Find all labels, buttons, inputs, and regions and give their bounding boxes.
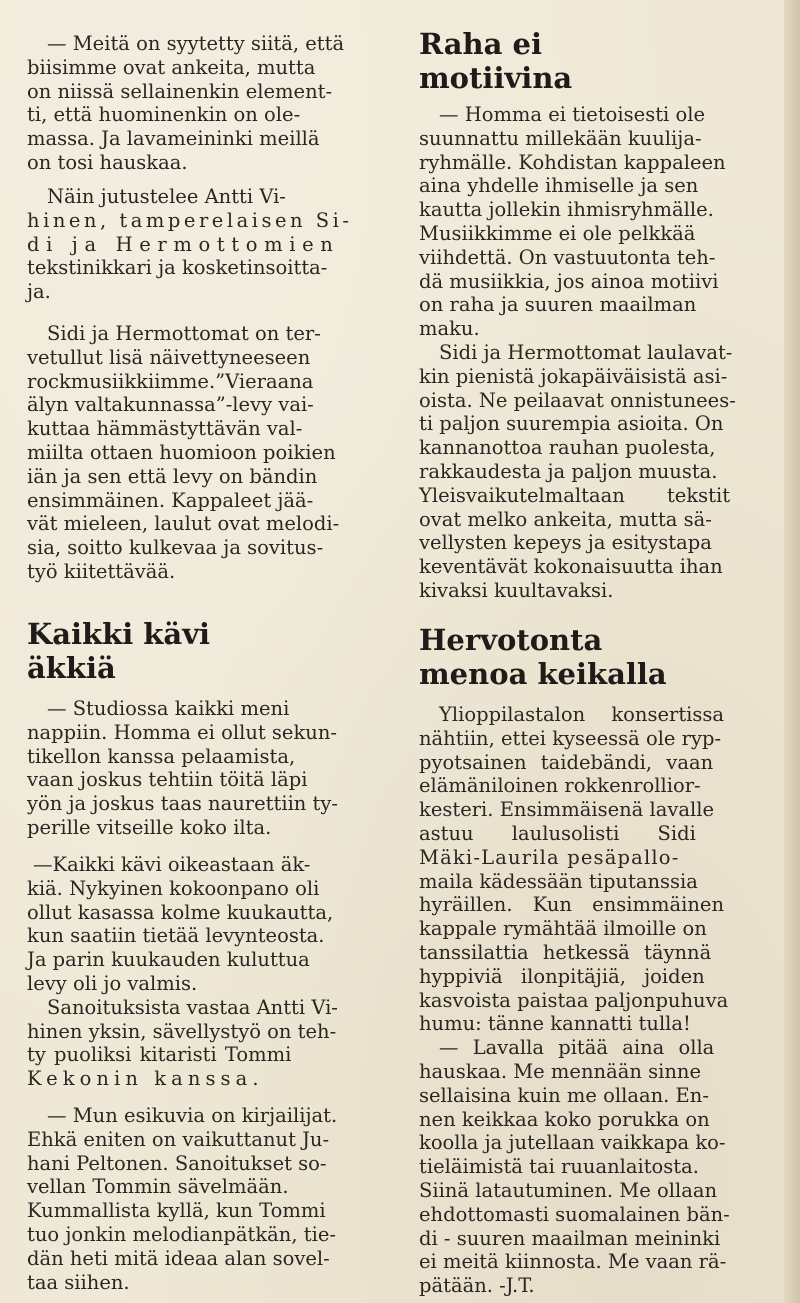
paper-edge (784, 0, 800, 1303)
text-line: ti paljon suurempia asioita. On (419, 412, 724, 436)
text-line: sia, soitto kulkevaa ja sovitus- (27, 536, 324, 560)
text-line: Sanoituksista vastaa Antti Vi- (47, 995, 338, 1019)
text-line: vellysten kepeys ja esitystapa (419, 531, 712, 555)
text-line: kasvoista paistaa paljonpuhuva (419, 988, 729, 1012)
text-line: taa siihen. (27, 1270, 130, 1294)
text-line: iän ja sen että levy on bändin (27, 464, 318, 488)
text-line: keventävät kokonaisuutta ihan (419, 555, 723, 579)
text-line: ovat melko ankeita, mutta sä- (419, 507, 712, 531)
text-line: kun saatiin tietää levynteosta. (27, 924, 325, 948)
text-line: kiä. Nykyinen kokoonpano oli (27, 876, 320, 900)
text-line: koolla ja jutellaan vaikkapa ko- (419, 1131, 726, 1155)
heading-line: motiivina (419, 61, 573, 95)
text-line: ja. (27, 280, 51, 304)
text-line: nen keikkaa koko porukka on (419, 1107, 710, 1131)
text-line: yön ja joskus taas naurettiin ty- (27, 792, 339, 816)
text-line: vät mieleen, laulut ovat melodi- (27, 512, 340, 536)
left-column (27, 0, 379, 1303)
text-line: hinen, tamperelaisen Si- (27, 208, 353, 232)
text-line: — Homma ei tietoisesti ole (439, 103, 705, 126)
text-line: — Lavalla pitää aina olla (439, 1036, 715, 1060)
text-line: — Studiossa kaikki meni (47, 697, 290, 720)
heading-line: menoa keikalla (419, 657, 667, 691)
text-line: biisimme ovat ankeita, mutta (27, 55, 316, 79)
text-line: kannanottoa rauhan puolesta, (419, 436, 716, 460)
paragraph-intro-quote (27, 32, 379, 175)
text-line: ehdottomasti suomalainen bän- (419, 1202, 730, 1226)
text-line: työ kiitettävää. (27, 559, 176, 583)
text-line: on raha ja suuren maailman (419, 293, 697, 317)
text-line: pätään. -J.T. (419, 1274, 535, 1298)
text-line: kesteri. Ensimmäisenä lavalle (419, 798, 715, 822)
text-line: Kummallista kyllä, kun Tommi (27, 1199, 326, 1223)
text-line: tekstinikkari ja kosketinsoitta- (27, 256, 328, 280)
text-line: — Meitä on syytetty siitä, että (47, 32, 345, 55)
text-line: Kekonin kanssa. (27, 1067, 264, 1091)
paragraph-influences (27, 1104, 379, 1294)
text-line: di - suuren maailman meininki (419, 1226, 721, 1250)
text-line: Sidi ja Hermottomat on ter- (47, 322, 321, 345)
heading-line: Kaikki kävi (27, 617, 211, 651)
text-line: pyotsainen taidebändi, vaan (419, 750, 714, 774)
paragraph-concert (419, 703, 774, 1298)
text-line: Sidi ja Hermottomat laulavat- (439, 340, 733, 364)
text-line: elämäniloinen rokkenrollior- (419, 774, 701, 798)
text-line: Ja parin kuukauden kuluttua (27, 948, 310, 972)
text-line: Mäki-Laurila pesäpallo- (419, 845, 680, 869)
text-line: Näin jutustelee Antti Vi- (47, 185, 286, 208)
text-line: tuo jonkin melodianpätkän, tie- (27, 1222, 336, 1246)
text-line: levy oli jo valmis. (27, 971, 198, 995)
text-line: ollut kasassa kolme kuukautta, (27, 900, 334, 924)
text-line: ty puoliksi kitaristi Tommi (27, 1043, 292, 1067)
text-line: tanssilattia hetkessä täynnä (419, 940, 712, 964)
text-line: vetullut lisä näivettyneeseen (27, 345, 311, 369)
text-line: hauskaa. Me mennään sinne (419, 1059, 701, 1083)
text-line: vellan Tommin sävelmään. (27, 1175, 289, 1199)
text-line: Ehkä eniten on vaikuttanut Ju- (27, 1127, 330, 1151)
text-line: maila kädessään tiputanssia (419, 869, 698, 893)
text-line: aina yhdelle ihmiselle ja sen (419, 174, 699, 198)
text-line: vaan joskus tehtiin töitä läpi (27, 768, 308, 792)
text-line: ti, että huominenkin on ole- (27, 103, 301, 127)
text-line: hyräillen. Kun ensimmäinen (419, 893, 725, 917)
section-heading-hervotonta-menoa-keikalla (419, 623, 774, 691)
text-line: tieläimistä tai ruuanlaitosta. (419, 1155, 699, 1179)
text-line: Siinä latautuminen. Me ollaan (419, 1178, 718, 1202)
text-line: di ja Hermottomien (27, 232, 340, 256)
text-line: kautta jollekin ihmisryhmälle. (419, 198, 714, 222)
text-line: nähtiin, ettei kyseessä ole ryp- (419, 726, 722, 750)
section-heading-raha-ei-motiivina (419, 27, 774, 95)
text-line: astuu laulusolisti Sidi (419, 821, 696, 845)
text-line: hani Peltonen. Sanoitukset so- (27, 1151, 327, 1175)
text-line: oista. Ne peilaavat onnistunees- (419, 388, 736, 412)
text-line: dän heti mitä ideaa alan sovel- (27, 1246, 330, 1270)
heading-line: äkkiä (27, 651, 116, 685)
text-line: kuttaa hämmästyttävän val- (27, 417, 303, 441)
paragraph-lineup (27, 853, 379, 1091)
text-line: kin pienistä jokapäiväisistä asi- (419, 364, 728, 388)
text-line: tikellon kanssa pelaamista, (27, 744, 296, 768)
text-line: miilta ottaen huomioon poikien (27, 440, 336, 464)
paragraph-review (27, 322, 379, 584)
text-line: Musiikkimme ei ole pelkkää (419, 221, 696, 245)
text-line: kappale rymähtää ilmoille on (419, 917, 707, 941)
text-line: suunnattu millekään kuulija- (419, 126, 702, 150)
text-line: viihdettä. On vastuutonta teh- (419, 245, 716, 269)
section-heading-kaikki-kavi-akkia (27, 617, 379, 685)
text-line: hyppiviä ilonpitäjiä, joiden (419, 964, 705, 988)
text-line: on tosi hauskaa. (27, 150, 188, 174)
heading-line: Raha ei (419, 27, 542, 61)
heading-line: Hervotonta (419, 623, 603, 657)
text-line: sellaisina kuin me ollaan. En- (419, 1083, 709, 1107)
paragraph-attribution (27, 185, 379, 304)
text-line: humu: tänne kannatti tulla! (419, 1012, 691, 1036)
text-line: nappiin. Homma ei ollut sekun- (27, 720, 337, 744)
text-line: maku. (419, 317, 480, 341)
text-line: älyn valtakunnassa”-levy vai- (27, 393, 314, 417)
text-line: perille vitseille koko ilta. (27, 815, 272, 839)
text-line: ensimmäinen. Kappaleet jää- (27, 488, 314, 512)
text-line: —Kaikki kävi oikeastaan äk- (33, 853, 311, 876)
text-line: rakkaudesta ja paljon muusta. (419, 459, 718, 483)
text-line: — Mun esikuvia on kirjailijat. (47, 1104, 338, 1127)
text-line: ei meitä kiinnosta. Me vaan rä- (419, 1250, 727, 1274)
text-line: ryhmälle. Kohdistan kappaleen (419, 150, 726, 174)
paragraph-studio (27, 697, 379, 840)
text-line: massa. Ja lavameininki meillä (27, 127, 320, 151)
text-line: dä musiikkia, jos ainoa motiivi (419, 269, 719, 293)
paragraph-motivation (419, 103, 774, 603)
text-line: Ylioppilastalon konsertissa (439, 703, 725, 726)
text-line: on niissä sellainenkin element- (27, 79, 333, 103)
text-line: rockmusiikkiimme.”Vieraana (27, 369, 314, 393)
text-line: Yleisvaikutelmaltaan tekstit (419, 483, 731, 507)
text-line: hinen yksin, sävellystyö on teh- (27, 1019, 337, 1043)
right-column (419, 0, 774, 1303)
text-line: kivaksi kuultavaksi. (419, 578, 614, 602)
